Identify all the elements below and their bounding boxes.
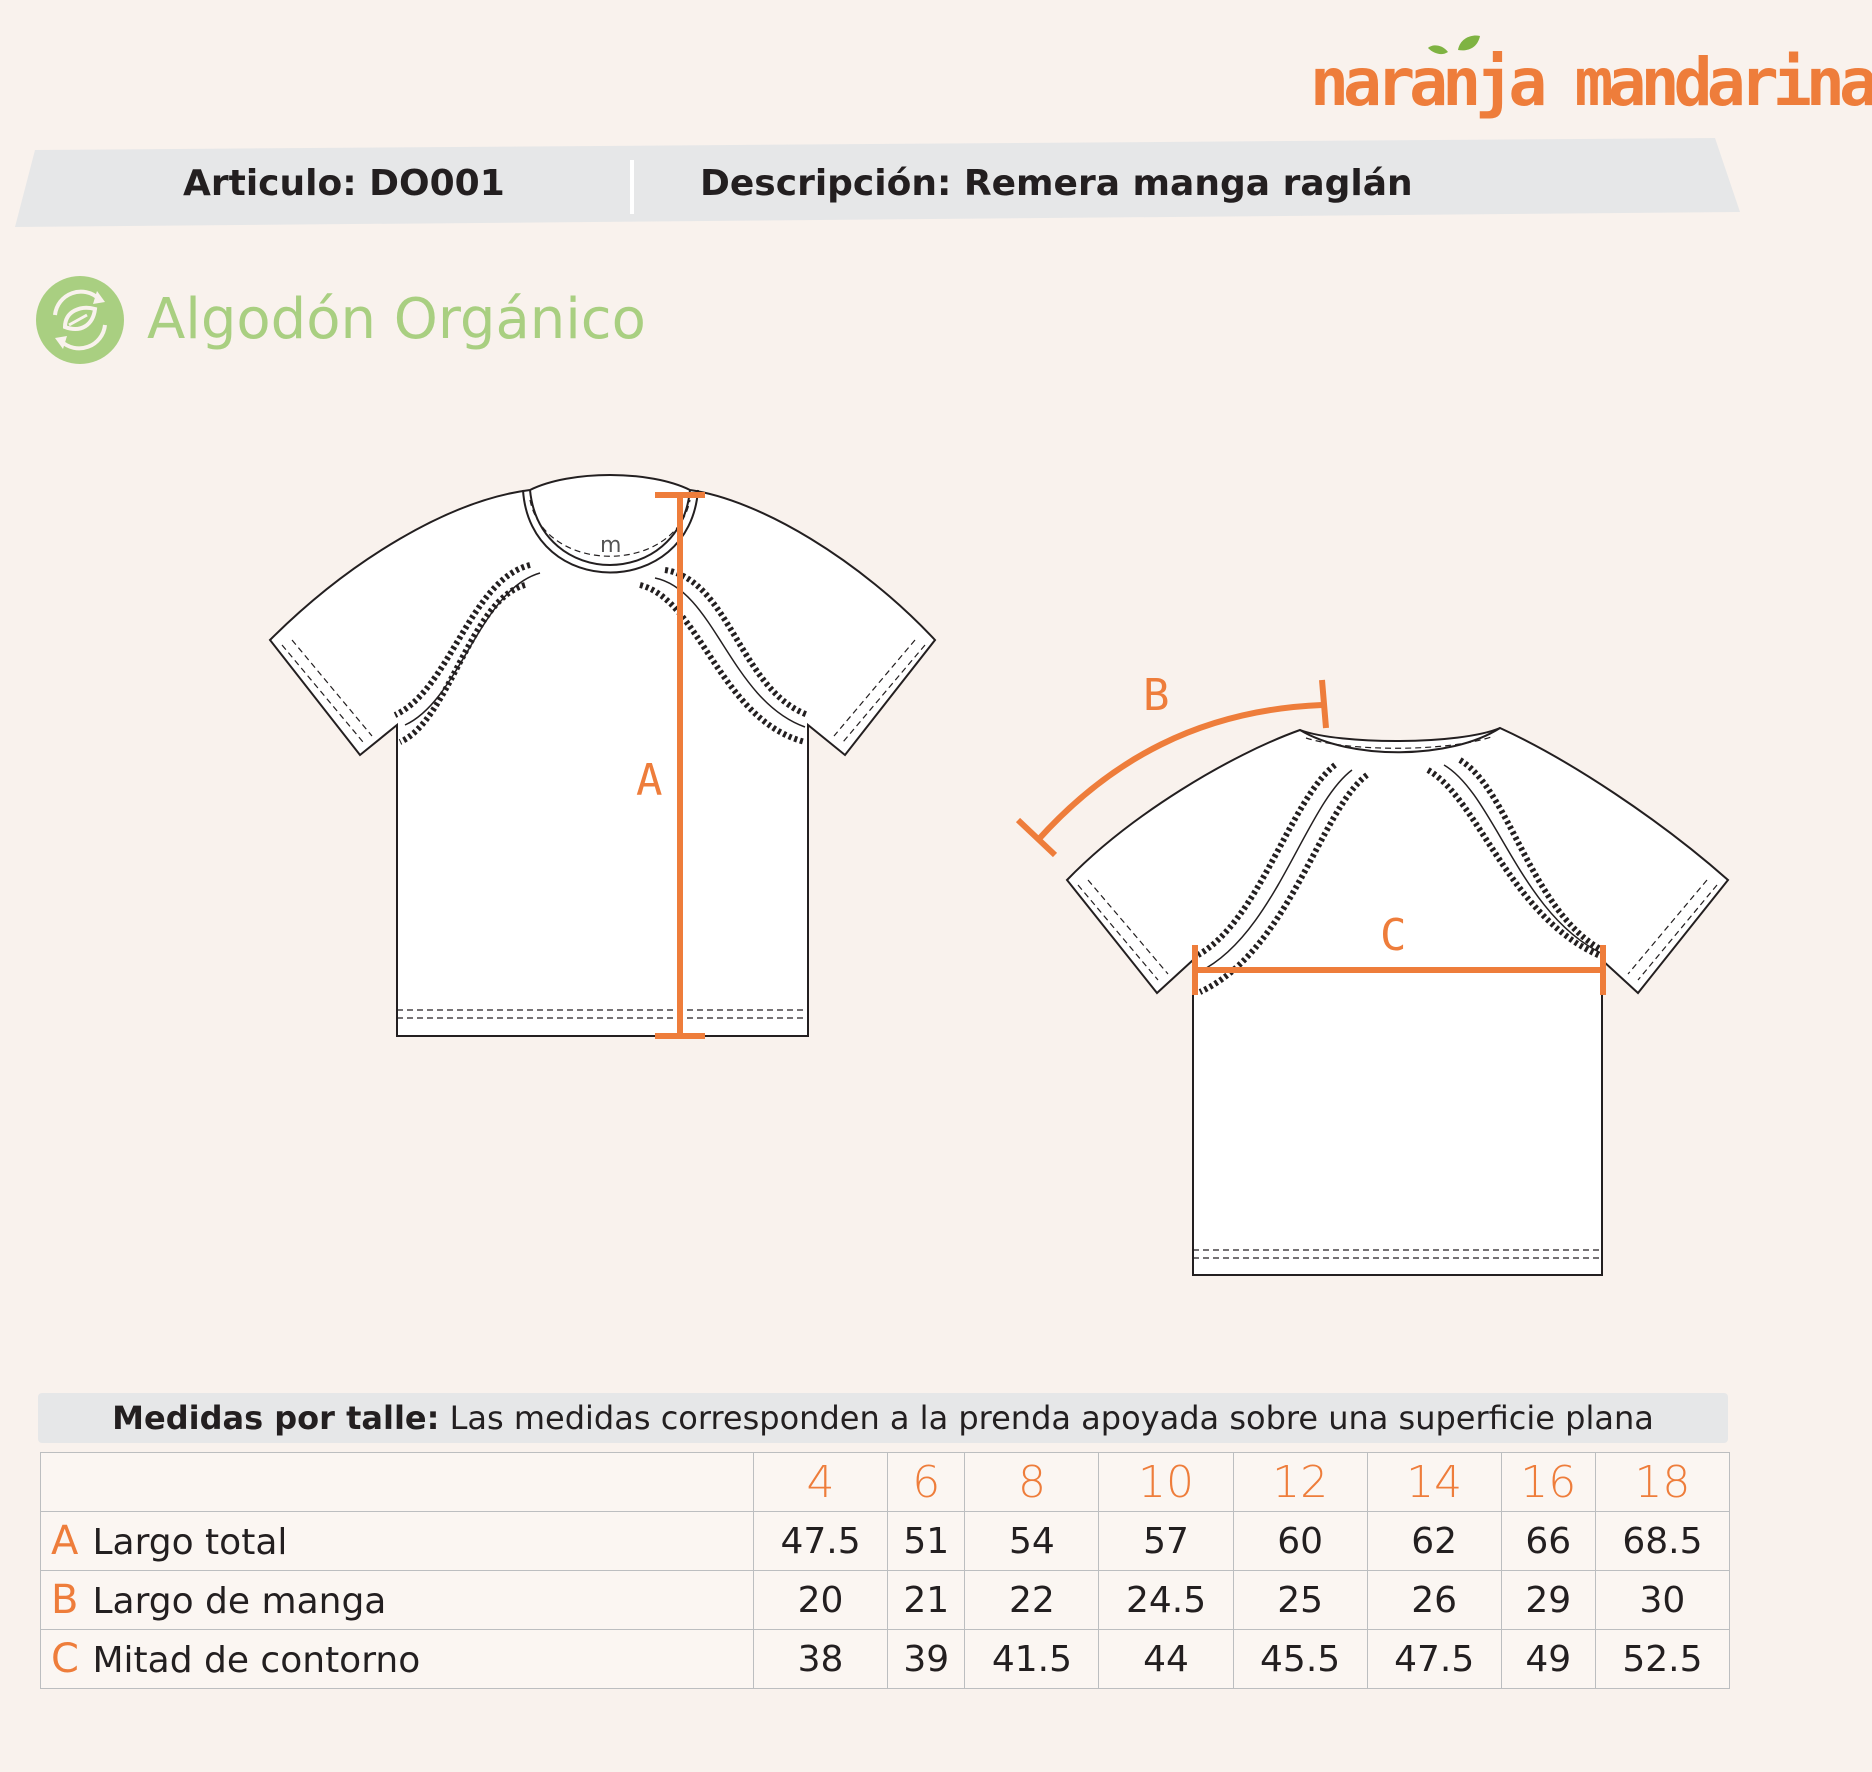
row-label-text: Largo total [92,1522,288,1563]
table-cell: 57 [1099,1512,1233,1571]
row-label [41,1630,754,1689]
size-header: 18 [1595,1453,1729,1512]
organic-label: Algodón Orgánico [147,287,646,352]
header-empty-cell [41,1453,754,1512]
table-title-bold: Medidas por talle: [112,1399,440,1437]
row-letter: C [51,1636,79,1682]
table-row [41,1630,1730,1689]
neck-label-logo: m [600,533,622,558]
table-cell: 38 [754,1630,888,1689]
size-header: 12 [1233,1453,1367,1512]
front-shirt [270,475,935,1036]
table-cell: 21 [888,1571,965,1630]
table-cell: 52.5 [1595,1630,1729,1689]
article-description: Descripción: Remera manga raglán [700,163,1413,204]
table-row [41,1571,1730,1630]
table-cell: 24.5 [1099,1571,1233,1630]
table-cell: 68.5 [1595,1512,1729,1571]
table-cell: 41.5 [965,1630,1099,1689]
table-title-rest: Las medidas corresponden a la prenda apoyada sobre una superficie plana [439,1399,1654,1437]
table-cell: 51 [888,1512,965,1571]
measure-c-label: C [1380,910,1407,961]
table-cell: 20 [754,1571,888,1630]
table-cell: 25 [1233,1571,1367,1630]
table-cell: 47.5 [1367,1630,1501,1689]
table-cell: 44 [1099,1630,1233,1689]
measure-b-label: B [1143,670,1170,721]
table-row [41,1512,1730,1571]
size-header: 6 [888,1453,965,1512]
row-label [41,1512,754,1571]
table-cell: 45.5 [1233,1630,1367,1689]
row-label-text: Mitad de contorno [92,1640,421,1681]
measure-a-label: A [636,755,663,806]
sizes-table [40,1452,1730,1689]
table-cell: 49 [1501,1630,1595,1689]
table-cell: 29 [1501,1571,1595,1630]
row-letter: A [51,1518,79,1564]
table-title [38,1393,1728,1443]
table-cell: 39 [888,1630,965,1689]
size-header: 8 [965,1453,1099,1512]
table-cell: 54 [965,1512,1099,1571]
article-code: Articulo: DO001 [183,163,505,204]
table-cell: 47.5 [754,1512,888,1571]
row-label-text: Largo de manga [92,1581,387,1622]
table-cell: 60 [1233,1512,1367,1571]
table-cell: 26 [1367,1571,1501,1630]
size-header: 14 [1367,1453,1501,1512]
brand-name: naranja mandarina [1310,44,1872,121]
table-cell: 22 [965,1571,1099,1630]
back-shirt [1067,728,1728,1275]
size-header: 4 [754,1453,888,1512]
size-header: 16 [1501,1453,1595,1512]
table-cell: 30 [1595,1571,1729,1630]
table-header-row [41,1453,1730,1512]
size-header: 10 [1099,1453,1233,1512]
table-cell: 62 [1367,1512,1501,1571]
row-letter: B [51,1577,79,1623]
row-label [41,1571,754,1630]
table-cell: 66 [1501,1512,1595,1571]
